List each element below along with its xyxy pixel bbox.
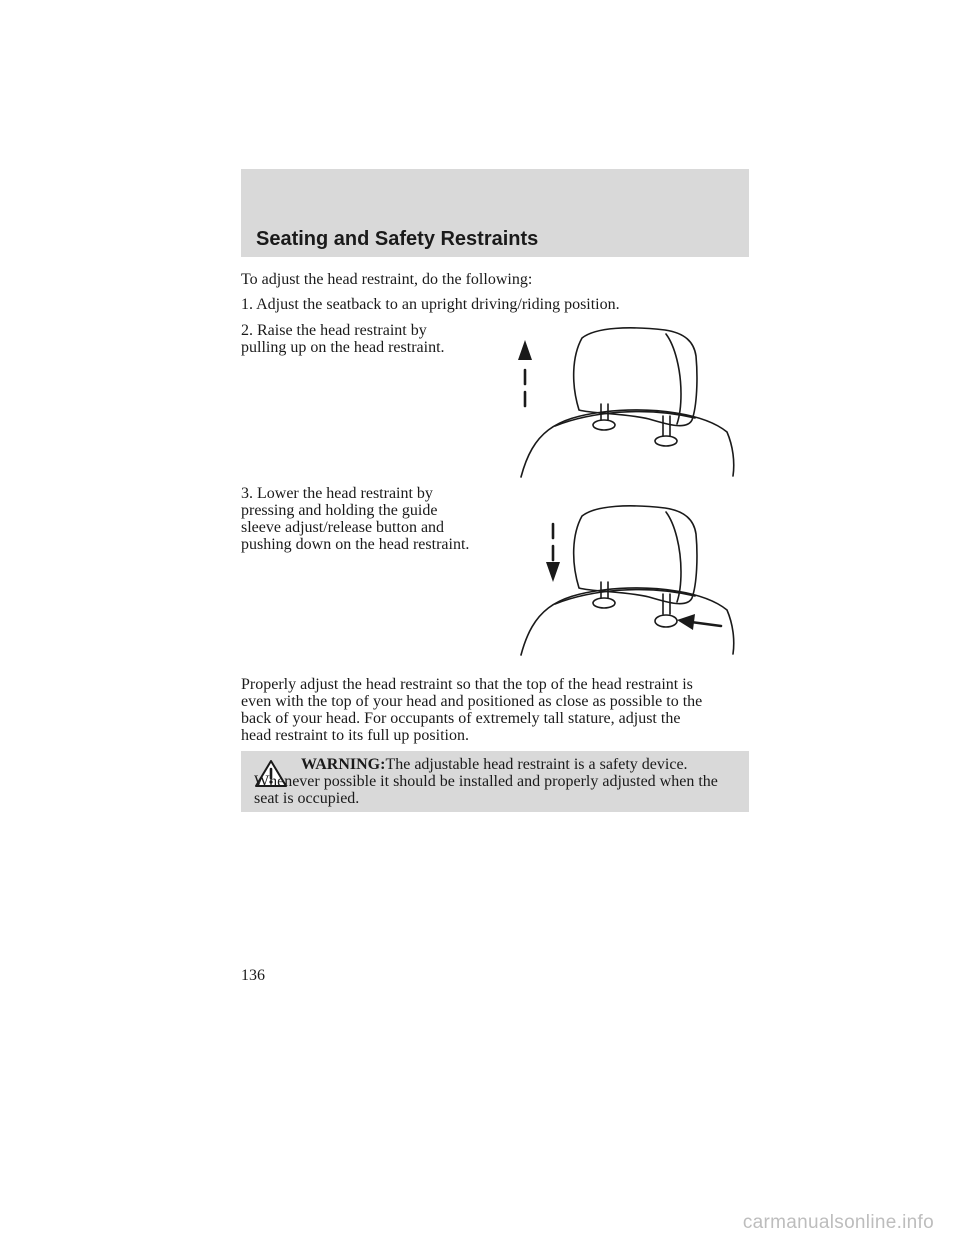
step-3-line-3: sleeve adjust/release button and	[241, 519, 445, 536]
step-2-line-2: pulling up on the head restraint.	[241, 339, 445, 356]
paragraph-line-3: back of your head. For occupants of extremely tall stature, adjust the	[241, 710, 681, 727]
page-number: 136	[241, 967, 265, 984]
paragraph-line-4: head restraint to its full up position.	[241, 727, 469, 744]
step-1-text: 1. Adjust the seatback to an upright driving/riding position.	[241, 296, 620, 313]
raise-head-restraint-illustration	[505, 322, 745, 482]
step-2-line-1: 2. Raise the head restraint by	[241, 322, 427, 339]
intro-text: To adjust the head restraint, do the following:	[241, 271, 533, 288]
lower-head-restraint-illustration	[505, 500, 745, 660]
step-3-line-4: pushing down on the head restraint.	[241, 536, 470, 553]
warning-box	[241, 751, 749, 812]
warning-label: WARNING:	[301, 756, 386, 773]
step-3-line-2: pressing and holding the guide	[241, 502, 438, 519]
watermark: carmanualsonline.info	[742, 1212, 934, 1233]
warning-text	[254, 756, 742, 807]
paragraph-line-2: even with the top of your head and positioned as close as possible to the	[241, 693, 703, 710]
section-header-band	[241, 169, 749, 257]
warning-body: The adjustable head restraint is a safety device. Whenever possible it should be installed and properly adjusted when the seat is occupied.	[254, 756, 718, 807]
step-3-line-1: 3. Lower the head restraint by	[241, 485, 433, 502]
paragraph-line-1: Properly adjust the head restraint so that the top of the head restraint is	[241, 676, 693, 693]
section-title: Seating and Safety Restraints	[256, 228, 539, 250]
